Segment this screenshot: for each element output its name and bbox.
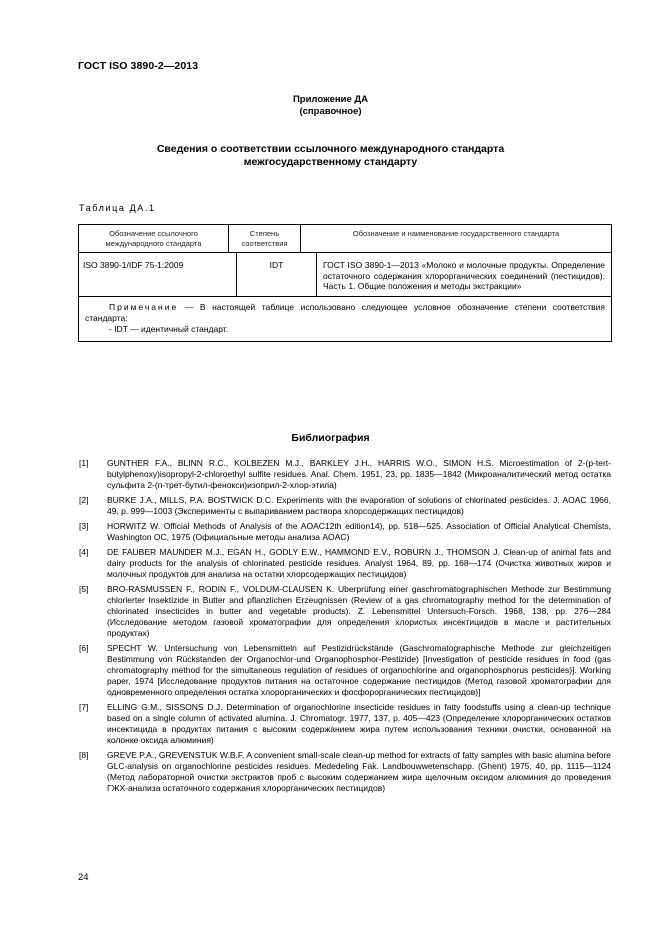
ref-number: [4] bbox=[79, 547, 89, 557]
page-number: 24 bbox=[78, 872, 89, 883]
column-header-ref: Обозначение ссылочного международного стандарта bbox=[79, 225, 229, 252]
annex-heading-line1: Сведения о соответствии ссылочного международного стандарта bbox=[156, 143, 505, 155]
bibliography-title: Библиография bbox=[291, 432, 370, 444]
column-header-degree: Степень соответствия bbox=[229, 225, 301, 252]
note-label: Примечание bbox=[109, 301, 179, 312]
ref-text: GUNTHER F.A., BLINN R.C., KOLBEZEN M.J., BARKLEY J.H., HARRIS W.O., SIMON H.S. Microestimation of 2-(p-tert-butylphenoxy)isopropyl-2-chloroethyl sulfite residues. Anal. Chem. 1951, 23, pp. 1835—1842 (Микроаналитический метод остатка сульфита 2-(п-трет-бутил-фенокси)изоприл-2-хлор-этила) bbox=[107, 458, 611, 490]
ref-number: [2] bbox=[79, 495, 89, 505]
list-item bbox=[79, 750, 611, 794]
bibliography-list bbox=[79, 458, 611, 798]
ref-text: BURKE J.A., MILLS, P.A. BOSTWICK D.C. Experiments with the evaporation of solutions of chlorinated pesticides. J. AOAC 1966, 49, p. 999—1003 (Эксперименты с выпариванием раствора хлорсодержащих пестицидов) bbox=[107, 495, 611, 516]
list-item bbox=[79, 458, 611, 491]
ref-text: BRO-RASMUSSEN F., RODIN F., VOLDUM-CLAUSEN K. Uberprüfung einer gaschromatographischen Methode zur Bestimmung chlorierter Insektizide in Butter and pflanzlichen Erzeugnissen (Review of a gas chromatography method for the determination of chlorinated insecticides in butter and vegetable products). Z. Lebensmittel Untersuch-Forsch. 1968, 138, pp. 276—284 (Исследование методом газовой хроматографии для определения хлористых инсектицидов в масле и растительных продуктах) bbox=[107, 584, 611, 638]
ref-number: [1] bbox=[79, 458, 89, 468]
ref-number: [6] bbox=[79, 643, 89, 653]
annex-label bbox=[0, 94, 661, 118]
ref-number: [5] bbox=[79, 584, 89, 594]
cell-ref: ISO 3890-1/IDF 75-1:2009 bbox=[79, 253, 237, 296]
ref-number: [3] bbox=[79, 521, 89, 531]
standard-header: ГОСТ ISO 3890-2—2013 bbox=[78, 60, 199, 72]
annex-heading-line2: межгосударственному стандарту bbox=[243, 156, 418, 168]
list-item bbox=[79, 584, 611, 639]
list-item bbox=[79, 547, 611, 580]
note-item: - IDT — идентичный стандарт. bbox=[109, 323, 229, 334]
table-note bbox=[79, 297, 611, 341]
ref-text: SPECHT W. Untersuchung von Lebensmitteln auf Pestizidrückstände (Gaschromatographische Methode zur gleichzeitigen Bestimmung von Rückstanden der Organochlor-und Organophosphor-Pestizide) [Investigation of pesticide residues in food (gas chromatography method for the simultaneous regulation of residues of organochlorine and organophosphorus pesticides)]. Working paper, 1974 [Исследование продуктов питания на остаточное содержание пестицидов (Метод газовой хроматографии для одновременного определения остатка хлорорганических и фосфорорганических пестицидов)] bbox=[107, 643, 611, 697]
correspondence-table bbox=[78, 224, 612, 342]
cell-national: ГОСТ ISO 3890-1—2013 «Молоко и молочные продукты. Определение остаточного содержания хлорорганических соединений (пестицидов). Часть 1. Общие положения и методы экстракции» bbox=[323, 260, 605, 291]
ref-text: HORWITZ W. Official Methods of Analysis of the AOAC12th edition14), pp. 518—525. Association of Official Analytical Chemists, Washington OC, 1975 (Официальные методы анализа AOAC) bbox=[107, 521, 611, 542]
table-caption: Таблица ДА.1 bbox=[79, 203, 156, 213]
table-header-row bbox=[79, 225, 611, 253]
annex-heading bbox=[0, 143, 661, 169]
list-item bbox=[79, 495, 611, 517]
ref-text: GREVE P.A., GREVENSTUK W.B.F. A convenient small-scale clean-up method for extracts of fatty samples with basic alumina before GLC-analysis on organochlorine pesticides residues. Mededeling Fak. Landbouwwetenschapp. (Ghent) 1975, 40, pp. 1115—1124 (Метод лабораторной очистки экстрактов проб с высоким содержанием жира щелочным оксидом алюминия до проведения ГЖХ-анализа остаточного содержания хлорорганических пестицидов) bbox=[107, 750, 611, 793]
ref-text: DE FAUBER MAUNDER M.J., EGAN H., GODLY E.W., HAMMOND E.V., ROBURN J., THOMSON J. Clean-up of animal fats and dairy products for the analysis of chlorinated pesticide residues. Analyst 1964, 89, pp. 168—174 (Очистка животных жиров и молочных продуктов для анализа на остатки хлорсодержащих пестицидов) bbox=[107, 547, 611, 579]
column-header-national: Обозначение и наименование государственного стандарта bbox=[352, 229, 560, 238]
ref-number: [8] bbox=[79, 750, 89, 760]
annex-title: Приложение ДА bbox=[292, 94, 369, 105]
table-row bbox=[79, 253, 611, 297]
list-item bbox=[79, 521, 611, 543]
note-text: — В настоящей таблице использовано следующее условное обозначение степени соответствия стандарта: bbox=[85, 301, 605, 323]
ref-number: [7] bbox=[79, 702, 89, 712]
ref-text: ELLING G.M., SISSONS D.J. Determination of organochlorine insecticide residues in fatty foodstuffs using a clean-up technique based on a single column of activated alumina. J. Chromatogr. 1977, 137, p. 405—423 (Определение хлорорганических остатков инсектицида в продуктах питания с высоким содержанием жира путем использования техники очистки, основанной на колонке оксида алюминия) bbox=[107, 702, 611, 745]
list-item bbox=[79, 643, 611, 698]
list-item bbox=[79, 702, 611, 746]
cell-degree: IDT bbox=[237, 253, 317, 296]
annex-type: (справочное) bbox=[299, 106, 362, 117]
